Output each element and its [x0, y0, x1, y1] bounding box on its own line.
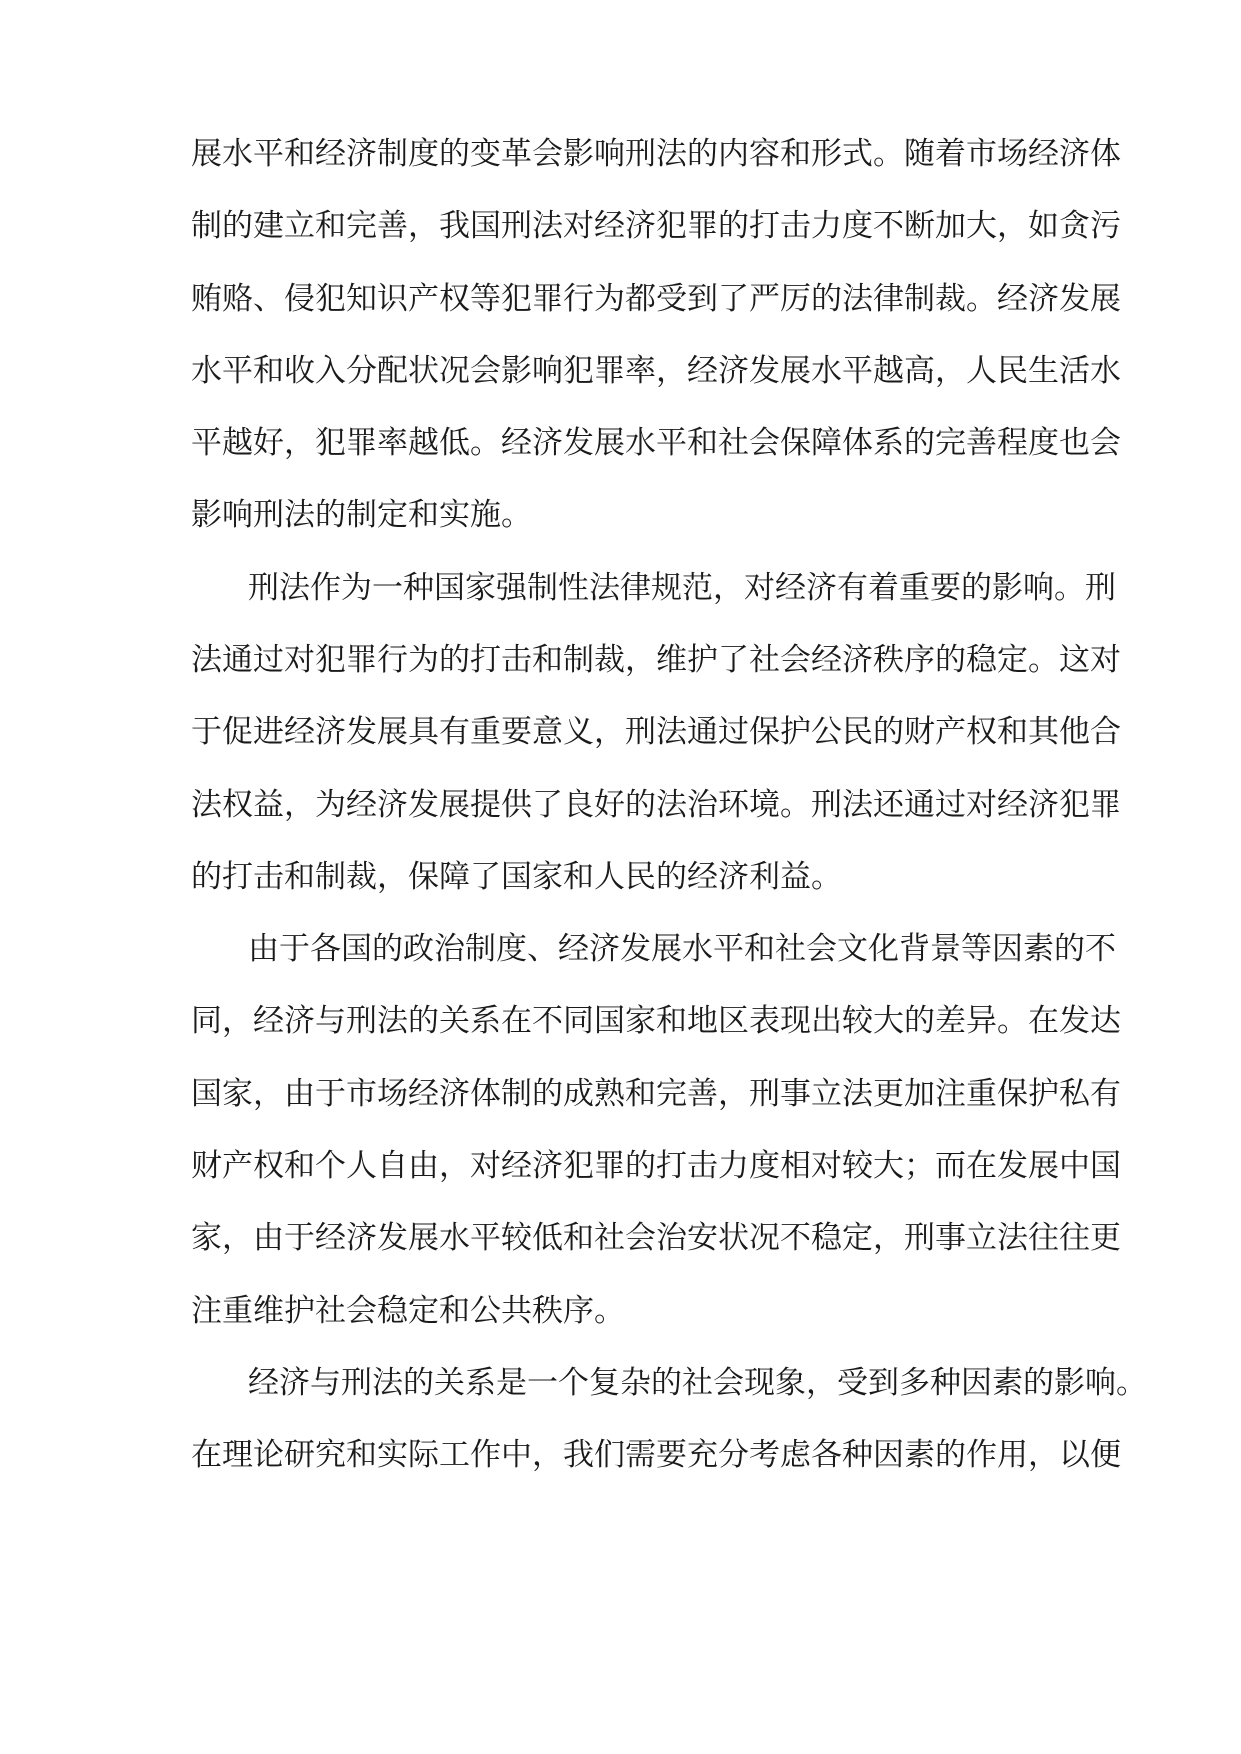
text-line: 由于各国的政治制度、经济发展水平和社会文化背景等因素的不: [248, 931, 1116, 967]
text-line: 经济与刑法的关系是一个复杂的社会现象，受到多种因素的影响。: [248, 1365, 1147, 1401]
text-line: 贿赂、侵犯知识产权等犯罪行为都受到了严厉的法律制裁。经济发展: [191, 281, 1121, 317]
text-line: 展水平和经济制度的变革会影响刑法的内容和形式。随着市场经济体: [191, 136, 1121, 172]
text-line: 刑法作为一种国家强制性法律规范，对经济有着重要的影响。刑: [248, 570, 1116, 606]
text-line: 同，经济与刑法的关系在不同国家和地区表现出较大的差异。在发达: [191, 1003, 1121, 1039]
text-line: 国家，由于市场经济体制的成熟和完善，刑事立法更加注重保护私有: [191, 1076, 1121, 1112]
text-line: 家，由于经济发展水平较低和社会治安状况不稳定，刑事立法往往更: [191, 1220, 1121, 1256]
text-line: 法通过对犯罪行为的打击和制裁，维护了社会经济秩序的稳定。这对: [191, 642, 1121, 678]
text-line: 于促进经济发展具有重要意义，刑法通过保护公民的财产权和其他合: [191, 714, 1121, 750]
text-line: 财产权和个人自由，对经济犯罪的打击力度相对较大；而在发展中国: [191, 1148, 1121, 1184]
text-line: 的打击和制裁，保障了国家和人民的经济利益。: [191, 859, 842, 895]
text-line: 法权益，为经济发展提供了良好的法治环境。刑法还通过对经济犯罪: [191, 787, 1121, 823]
text-line: 在理论研究和实际工作中，我们需要充分考虑各种因素的作用，以便: [191, 1437, 1121, 1473]
text-line: 影响刑法的制定和实施。: [191, 497, 532, 533]
text-line: 制的建立和完善，我国刑法对经济犯罪的打击力度不断加大，如贪污: [191, 208, 1121, 244]
text-line: 注重维护社会稳定和公共秩序。: [191, 1293, 625, 1329]
text-line: 平越好，犯罪率越低。经济发展水平和社会保障体系的完善程度也会: [191, 425, 1121, 461]
text-line: 水平和收入分配状况会影响犯罪率，经济发展水平越高，人民生活水: [191, 353, 1121, 389]
